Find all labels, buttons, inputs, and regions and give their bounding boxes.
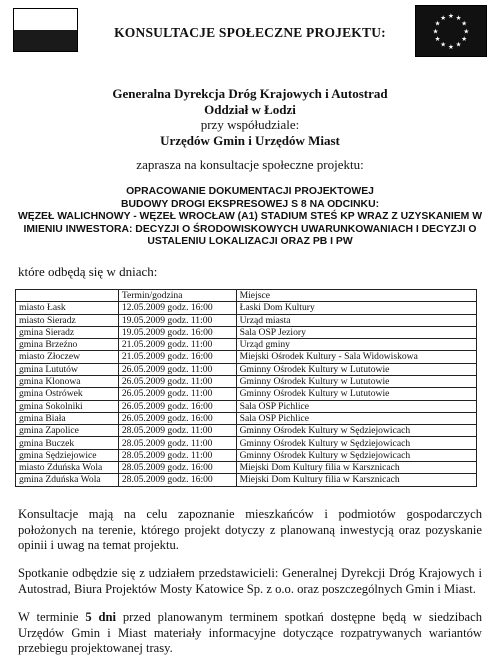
eu-flag-icon bbox=[415, 5, 487, 57]
table-header-row bbox=[16, 290, 477, 302]
date-cell: 26.05.2009 godz. 16:00 bbox=[118, 412, 236, 424]
date-cell: 12.05.2009 godz. 16:00 bbox=[118, 302, 236, 314]
invite-text: zaprasza na konsultacje społeczne projektu: bbox=[136, 157, 364, 172]
table-row bbox=[16, 400, 477, 412]
eu-star-icon: ★ bbox=[447, 43, 455, 51]
organizer-block bbox=[0, 86, 500, 148]
location-cell: gmina Lututów bbox=[16, 363, 119, 375]
location-cell: gmina Sieradz bbox=[16, 326, 119, 338]
date-cell: 28.05.2009 godz. 11:00 bbox=[118, 425, 236, 437]
header-cell-location bbox=[16, 290, 119, 302]
date-cell: 26.05.2009 godz. 16:00 bbox=[118, 400, 236, 412]
date-cell: 28.05.2009 godz. 16:00 bbox=[118, 474, 236, 486]
date-cell: 26.05.2009 godz. 11:00 bbox=[118, 388, 236, 400]
eu-star-icon: ★ bbox=[447, 13, 455, 21]
materials-text: W terminie bbox=[18, 610, 86, 624]
table-row bbox=[16, 339, 477, 351]
location-cell: gmina Sędziejowice bbox=[16, 449, 119, 461]
table-row bbox=[16, 449, 477, 461]
project-line: OPRACOWANIE DOKUMENTACJI PROJEKTOWEJ bbox=[126, 186, 374, 197]
table-row bbox=[16, 351, 477, 363]
eu-star-icon: ★ bbox=[440, 41, 447, 49]
project-line: IMIENIU INWESTORA: DECYZJI O ŚRODOWISKOWYCH UWARUNKOWANIACH I DECYZJI O bbox=[23, 223, 477, 235]
date-cell: 28.05.2009 godz. 11:00 bbox=[118, 449, 236, 461]
table-row bbox=[16, 412, 477, 424]
venue-cell: Gminny Ośrodek Kultury w Lututowie bbox=[236, 388, 476, 400]
venue-cell: Miejski Ośrodek Kultury - Sala Widowiskowa bbox=[236, 351, 476, 363]
participants-paragraph: Spotkanie odbędzie się z udziałem przedstawicieli: Generalnej Dyrekcji Dróg Krajowych i Autostrad, Biura Projektów Mosty Katowice Sp. z o.o. oraz poszczególnych Gmin i Miast. bbox=[18, 566, 482, 596]
location-cell: gmina Ostrówek bbox=[16, 388, 119, 400]
location-cell: miasto Złoczew bbox=[16, 351, 119, 363]
intro-text: które odbędą się w dniach: bbox=[18, 264, 158, 279]
header-cell-venue: Miejsce bbox=[236, 290, 476, 302]
table-row bbox=[16, 363, 477, 375]
project-line: USTALENIU LOKALIZACJI ORAZ PB I PW bbox=[147, 236, 353, 248]
table-row bbox=[16, 375, 477, 387]
project-title-block bbox=[10, 186, 490, 249]
venue-cell: Miejski Dom Kultury filia w Karsznicach bbox=[236, 474, 476, 486]
date-cell: 28.05.2009 godz. 16:00 bbox=[118, 462, 236, 474]
eu-star-icon: ★ bbox=[440, 15, 447, 23]
organizer-name: Generalna Dyrekcja Dróg Krajowych i Autostrad bbox=[112, 86, 388, 101]
organizer-cooperation: przy współudziale: bbox=[200, 117, 300, 132]
meetings-table bbox=[15, 289, 477, 487]
eu-star-icon: ★ bbox=[434, 20, 441, 28]
venue-cell: Sala OSP Pichlice bbox=[236, 412, 476, 424]
venue-cell: Gminny Ośrodek Kultury w Sędziejowicach bbox=[236, 425, 476, 437]
location-cell: gmina Sokolniki bbox=[16, 400, 119, 412]
venue-cell: Sala OSP Jeziory bbox=[236, 326, 476, 338]
location-cell: gmina Klonowa bbox=[16, 375, 119, 387]
date-cell: 26.05.2009 godz. 11:00 bbox=[118, 375, 236, 387]
materials-deadline: 5 dni bbox=[85, 610, 116, 624]
table-row bbox=[16, 326, 477, 338]
location-cell: gmina Zapolice bbox=[16, 425, 119, 437]
location-cell: gmina Biała bbox=[16, 412, 119, 424]
project-line: WĘZEŁ WALICHNOWY - WĘZEŁ WROCŁAW (A1) STADIUM STEŚ KP WRAZ Z UZYSKANIEM W bbox=[17, 211, 483, 223]
location-cell: gmina Brzeźno bbox=[16, 339, 119, 351]
organizer-partners: Urzędów Gmin i Urzędów Miast bbox=[160, 132, 340, 148]
date-cell: 21.05.2009 godz. 16:00 bbox=[118, 351, 236, 363]
project-line: BUDOWY DROGI EKSPRESOWEJ S 8 NA ODCINKU: bbox=[120, 198, 380, 210]
eu-star-icon: ★ bbox=[455, 15, 462, 23]
date-cell: 21.05.2009 godz. 11:00 bbox=[118, 339, 236, 351]
eu-star-icon: ★ bbox=[455, 41, 462, 49]
table-row bbox=[16, 314, 477, 326]
table-row bbox=[16, 462, 477, 474]
venue-cell: Sala OSP Pichlice bbox=[236, 400, 476, 412]
venue-cell: Gminny Ośrodek Kultury w Lututowie bbox=[236, 363, 476, 375]
venue-cell: Miejski Dom Kultury filia w Karsznicach bbox=[236, 462, 476, 474]
location-cell: miasto Zduńska Wola bbox=[16, 462, 119, 474]
table-row bbox=[16, 474, 477, 486]
location-cell: miasto Łask bbox=[16, 302, 119, 314]
table-row bbox=[16, 437, 477, 449]
date-cell: 19.05.2009 godz. 16:00 bbox=[118, 326, 236, 338]
venue-cell: Urząd gminy bbox=[236, 339, 476, 351]
location-cell: gmina Zduńska Wola bbox=[16, 474, 119, 486]
eu-star-icon: ★ bbox=[463, 28, 470, 36]
materials-paragraph bbox=[18, 610, 482, 657]
venue-cell: Gminny Ośrodek Kultury w Sędziejowicach bbox=[236, 449, 476, 461]
materials-text: przed planowanym terminem spotkań dostępne będą w siedzibach Urzędów Gmin i Miast materiały informacyjne dotyczące rozpatrywanych wariantów przebiegu projektowanej trasy. bbox=[18, 610, 483, 656]
table-row bbox=[16, 302, 477, 314]
eu-star-icon: ★ bbox=[461, 36, 468, 44]
eu-star-icon: ★ bbox=[432, 28, 439, 36]
venue-cell: Gminny Ośrodek Kultury w Sędziejowicach bbox=[236, 437, 476, 449]
date-cell: 26.05.2009 godz. 11:00 bbox=[118, 363, 236, 375]
purpose-paragraph: Konsultacje mają na celu zapoznanie mieszkańców i podmiotów gospodarczych położonych na terenie, którego projekt dotyczy z planowaną inwestycją oraz pozyskanie opinii i uwag na temat projektu. bbox=[18, 507, 482, 553]
date-cell: 28.05.2009 godz. 11:00 bbox=[118, 437, 236, 449]
table-row bbox=[16, 425, 477, 437]
location-cell: miasto Sieradz bbox=[16, 314, 119, 326]
venue-cell: Urząd miasta bbox=[236, 314, 476, 326]
venue-cell: Łaski Dom Kultury bbox=[236, 302, 476, 314]
table-row bbox=[16, 388, 477, 400]
header-cell-date: Termin/godzina bbox=[118, 290, 236, 302]
eu-star-icon: ★ bbox=[461, 20, 468, 28]
page-title: KONSULTACJE SPOŁECZNE PROJEKTU: bbox=[114, 25, 386, 40]
location-cell: gmina Buczek bbox=[16, 437, 119, 449]
date-cell: 19.05.2009 godz. 11:00 bbox=[118, 314, 236, 326]
organizer-branch: Oddział w Łodzi bbox=[204, 101, 296, 117]
venue-cell: Gminny Ośrodek Kultury w Lututowie bbox=[236, 375, 476, 387]
eu-star-icon: ★ bbox=[434, 36, 441, 44]
